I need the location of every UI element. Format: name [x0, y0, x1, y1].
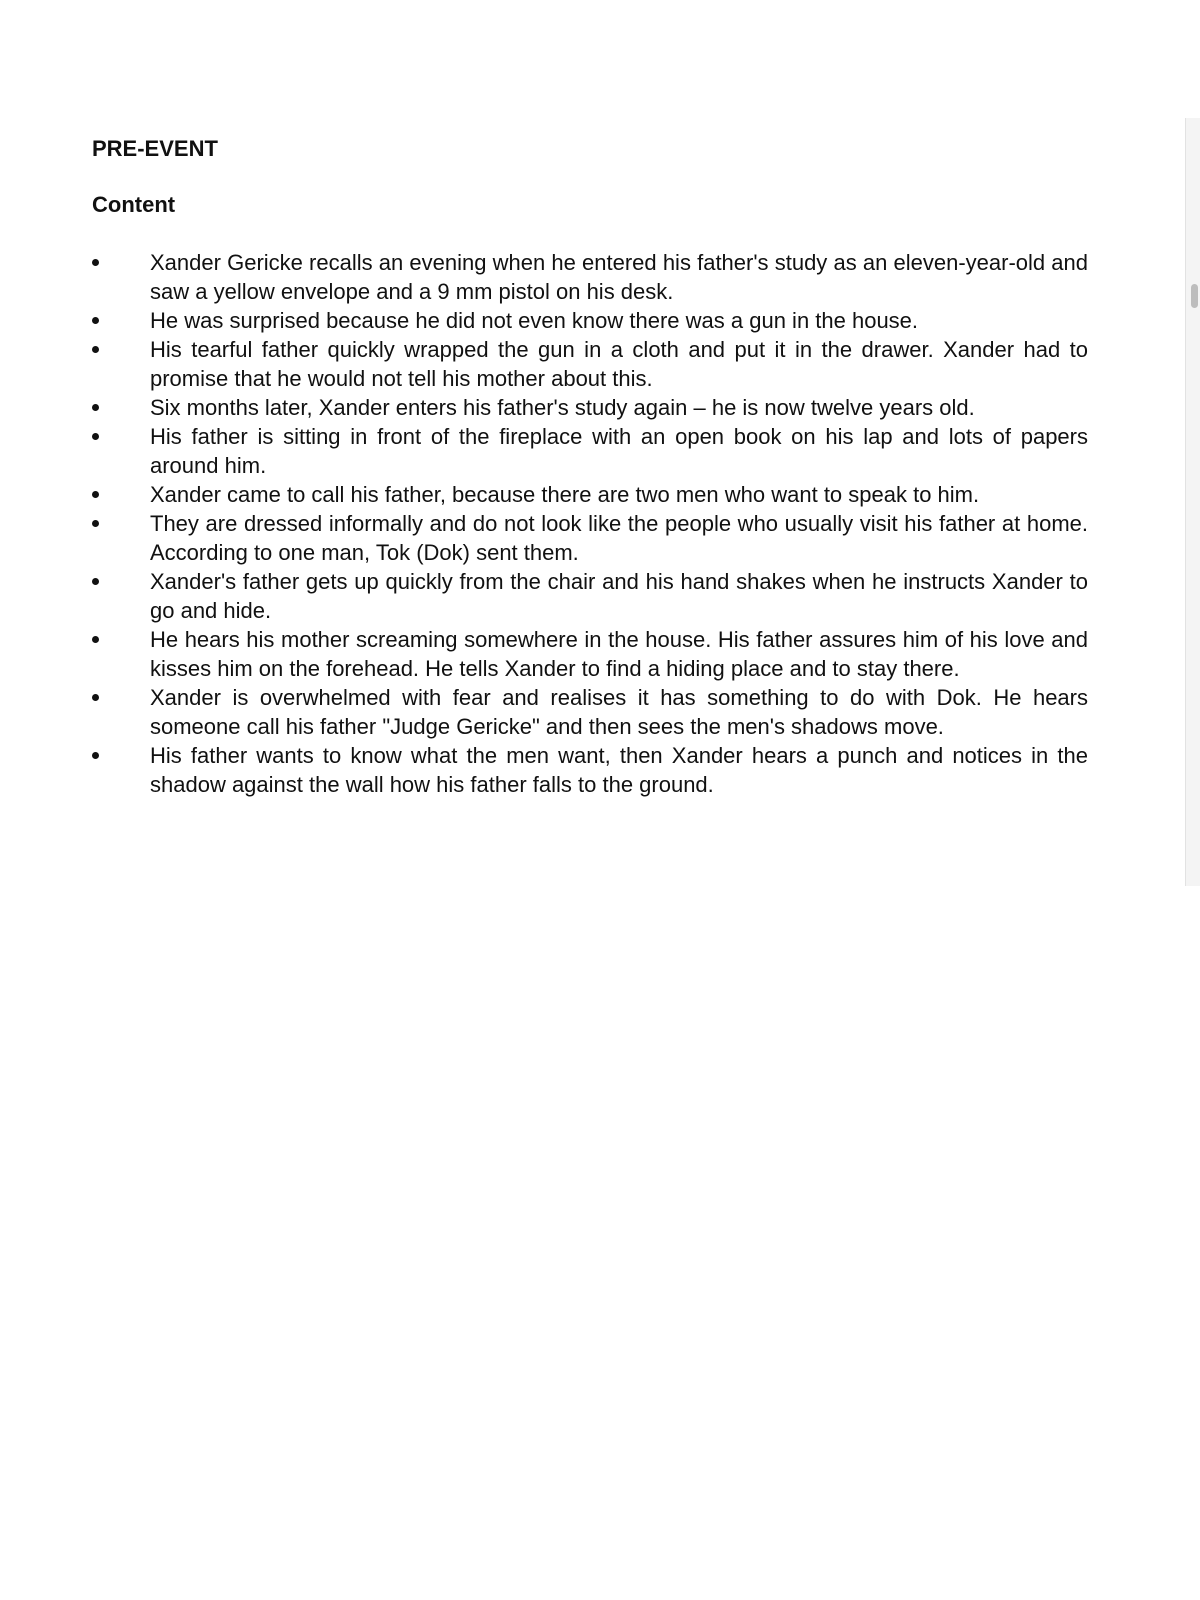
bullet-dot-icon — [92, 433, 99, 440]
bullet-text: His father wants to know what the men want, then Xander hears a punch and notices in the shadow against the wall how his father falls to the ground. — [150, 743, 1088, 797]
bullet-dot-icon — [92, 346, 99, 353]
bullet-item — [92, 480, 1088, 509]
bullet-dot-icon — [92, 694, 99, 701]
bullet-dot-icon — [92, 317, 99, 324]
bullet-text: He was surprised because he did not even know there was a gun in the house. — [150, 308, 919, 333]
bullet-text: Xander Gericke recalls an evening when he entered his father's study as an eleven-year-old and saw a yellow envelope and a 9 mm pistol on his desk. — [150, 250, 1088, 304]
bullet-item — [92, 248, 1088, 306]
bullet-item — [92, 567, 1088, 625]
bullet-dot-icon — [92, 578, 99, 585]
section-heading: PRE-EVENT — [92, 136, 218, 161]
bullet-text: Xander came to call his father, because there are two men who want to speak to him. — [150, 482, 980, 507]
bullet-text: His father is sitting in front of the fireplace with an open book on his lap and lots of papers around him. — [150, 424, 1088, 478]
bullet-dot-icon — [92, 752, 99, 759]
bullet-text: He hears his mother screaming somewhere in the house. His father assures him of his love and kisses him on the forehead. He tells Xander to find a hiding place and to stay there. — [150, 627, 1088, 681]
bullet-text: Xander is overwhelmed with fear and realises it has something to do with Dok. He hears someone call his father "Judge Gericke" and then sees the men's shadows move. — [150, 685, 1088, 739]
bullet-item — [92, 393, 1088, 422]
bullet-dot-icon — [92, 520, 99, 527]
bullet-text: Xander's father gets up quickly from the chair and his hand shakes when he instructs Xander to go and hide. — [150, 569, 1088, 623]
bullet-dot-icon — [92, 491, 99, 498]
bullet-text: His tearful father quickly wrapped the gun in a cloth and put it in the drawer. Xander had to promise that he would not tell his mother about this. — [150, 337, 1088, 391]
document-body — [92, 134, 1088, 799]
bullet-item — [92, 509, 1088, 567]
vertical-scrollbar[interactable] — [1185, 118, 1200, 886]
content-bullet-list — [92, 248, 1088, 799]
bullet-text: They are dressed informally and do not look like the people who usually visit his father at home. According to one man, Tok (Dok) sent them. — [150, 511, 1088, 565]
content-subheading: Content — [92, 192, 176, 217]
bullet-item — [92, 335, 1088, 393]
bullet-item — [92, 683, 1088, 741]
bullet-dot-icon — [92, 636, 99, 643]
bullet-item — [92, 422, 1088, 480]
bullet-item — [92, 306, 1088, 335]
scrollbar-thumb[interactable] — [1191, 284, 1198, 308]
bullet-dot-icon — [92, 404, 99, 411]
bullet-dot-icon — [92, 259, 99, 266]
bullet-item — [92, 625, 1088, 683]
bullet-item — [92, 741, 1088, 799]
bullet-text: Six months later, Xander enters his father's study again – he is now twelve years old. — [150, 395, 975, 420]
